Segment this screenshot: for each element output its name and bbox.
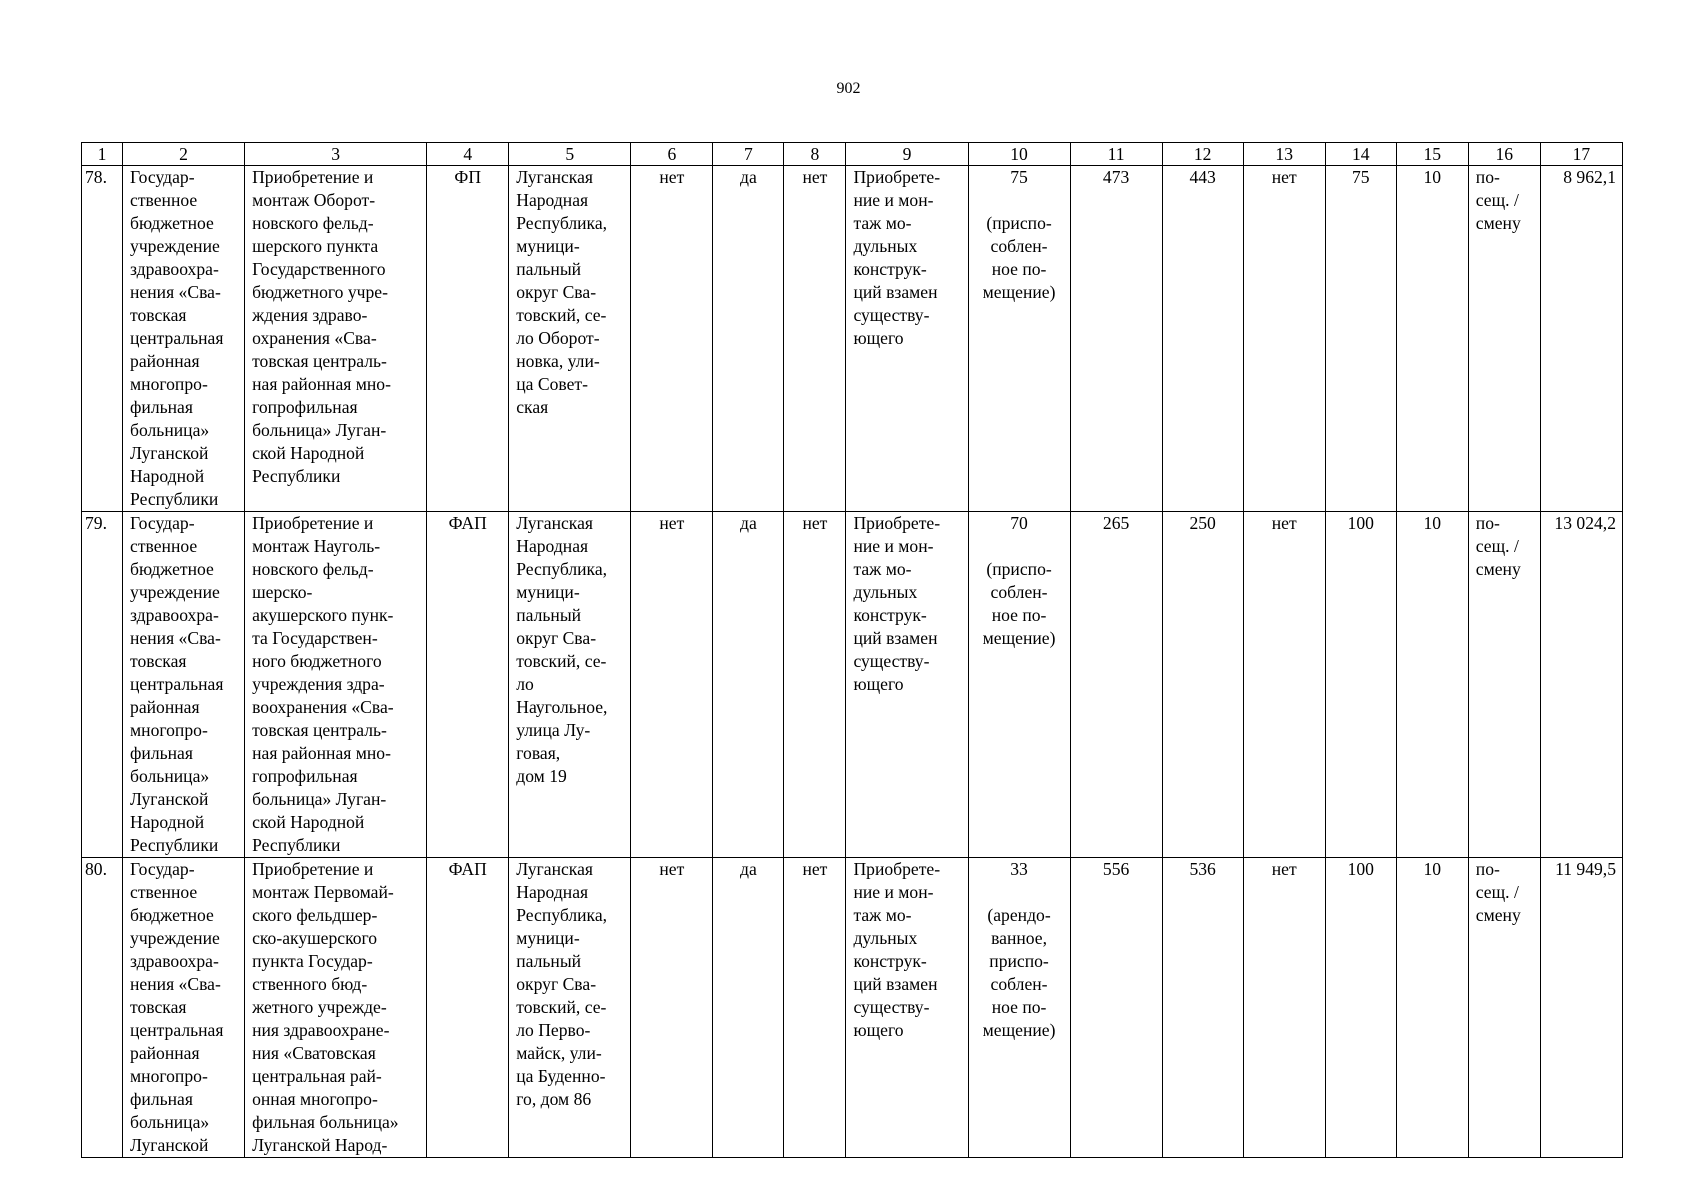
row-number: 79. bbox=[82, 512, 123, 858]
column-header: 10 bbox=[968, 143, 1070, 166]
table-row bbox=[82, 166, 1623, 512]
column-header: 9 bbox=[846, 143, 968, 166]
premises-cell: 70 (приспо- соблен- ное по- мещение) bbox=[968, 512, 1070, 858]
value-cell: 443 bbox=[1162, 166, 1243, 512]
action-cell: Приобрете- ние и мон- таж мо- дульных конструк- ций взамен существу- ющего bbox=[846, 858, 968, 1158]
column-header: 6 bbox=[631, 143, 713, 166]
institution-cell: Государ- ственное бюджетное учреждение здравоохра- нения «Сва- товская центральная районная многопро- фильная больница» Луганской bbox=[123, 858, 245, 1158]
column-header: 3 bbox=[245, 143, 427, 166]
amount-cell: 11 949,5 bbox=[1540, 858, 1622, 1158]
flag-cell: нет bbox=[1243, 166, 1325, 512]
premises-cell: 75 (приспо- соблен- ное по- мещение) bbox=[968, 166, 1070, 512]
value-cell: 265 bbox=[1070, 512, 1162, 858]
column-header: 15 bbox=[1396, 143, 1468, 166]
address-cell: Луганская Народная Республика, муници- пальный округ Сва- товский, се- ло Оборот- новка, ули- ца Совет- ская bbox=[509, 166, 631, 512]
column-header: 8 bbox=[784, 143, 846, 166]
column-header: 16 bbox=[1468, 143, 1540, 166]
premises-cell: 33 (арендо- ванное, приспо- соблен- ное по- мещение) bbox=[968, 858, 1070, 1158]
description-cell: Приобретение и монтаж Науголь- новского фельд- шерско- акушерского пунк- та Государствен- ного бюджетного учреждения здра- воохранения «Сва- товская централь- ная районная мно- гопрофильная больница» Луган- ской Народной Республики bbox=[245, 512, 427, 858]
unit-cell: по- сещ. / смену bbox=[1468, 512, 1540, 858]
data-table bbox=[81, 142, 1623, 1158]
address-cell: Луганская Народная Республика, муници- пальный округ Сва- товский, се- ло Наугольное, улица Лу- говая, дом 19 bbox=[509, 512, 631, 858]
row-number: 78. bbox=[82, 166, 123, 512]
column-header: 14 bbox=[1325, 143, 1396, 166]
table-header-row bbox=[82, 143, 1623, 166]
type-cell: ФП bbox=[427, 166, 509, 512]
value-cell: 250 bbox=[1162, 512, 1243, 858]
column-header: 11 bbox=[1070, 143, 1162, 166]
value-cell: 100 bbox=[1325, 858, 1396, 1158]
value-cell: 556 bbox=[1070, 858, 1162, 1158]
description-cell: Приобретение и монтаж Оборот- новского фельд- шерского пункта Государственного бюджетного учре- ждения здраво- охранения «Сва- товская централь- ная районная мно- гопрофильная больница» Луган- ской Народной Республики bbox=[245, 166, 427, 512]
address-cell: Луганская Народная Республика, муници- пальный округ Сва- товский, се- ло Перво- майск, ули- ца Буденно- го, дом 86 bbox=[509, 858, 631, 1158]
table-row bbox=[82, 858, 1623, 1158]
flag-cell: нет bbox=[1243, 512, 1325, 858]
flag-cell: нет bbox=[784, 512, 846, 858]
value-cell: 100 bbox=[1325, 512, 1396, 858]
amount-cell: 8 962,1 bbox=[1540, 166, 1622, 512]
flag-cell: да bbox=[713, 858, 784, 1158]
flag-cell: да bbox=[713, 166, 784, 512]
action-cell: Приобрете- ние и мон- таж мо- дульных конструк- ций взамен существу- ющего bbox=[846, 166, 968, 512]
type-cell: ФАП bbox=[427, 858, 509, 1158]
column-header: 2 bbox=[123, 143, 245, 166]
value-cell: 536 bbox=[1162, 858, 1243, 1158]
column-header: 4 bbox=[427, 143, 509, 166]
row-number: 80. bbox=[82, 858, 123, 1158]
unit-cell: по- сещ. / смену bbox=[1468, 858, 1540, 1158]
amount-cell: 13 024,2 bbox=[1540, 512, 1622, 858]
action-cell: Приобрете- ние и мон- таж мо- дульных конструк- ций взамен существу- ющего bbox=[846, 512, 968, 858]
description-cell: Приобретение и монтаж Первомай- ского фельдшер- ско-акушерского пункта Государ- ственного бюд- жетного учрежде- ния здравоохране- ния «Сватовская центральная рай- онная многопро- фильная больница» Луганской Народ- bbox=[245, 858, 427, 1158]
flag-cell: нет bbox=[784, 858, 846, 1158]
value-cell: 10 bbox=[1396, 166, 1468, 512]
unit-cell: по- сещ. / смену bbox=[1468, 166, 1540, 512]
column-header: 1 bbox=[82, 143, 123, 166]
value-cell: 10 bbox=[1396, 512, 1468, 858]
flag-cell: нет bbox=[1243, 858, 1325, 1158]
table-row bbox=[82, 512, 1623, 858]
flag-cell: нет bbox=[631, 166, 713, 512]
flag-cell: нет bbox=[784, 166, 846, 512]
value-cell: 473 bbox=[1070, 166, 1162, 512]
flag-cell: нет bbox=[631, 512, 713, 858]
column-header: 13 bbox=[1243, 143, 1325, 166]
flag-cell: нет bbox=[631, 858, 713, 1158]
column-header: 12 bbox=[1162, 143, 1243, 166]
value-cell: 10 bbox=[1396, 858, 1468, 1158]
column-header: 7 bbox=[713, 143, 784, 166]
institution-cell: Государ- ственное бюджетное учреждение здравоохра- нения «Сва- товская центральная районная многопро- фильная больница» Луганской Народной Республики bbox=[123, 512, 245, 858]
institution-cell: Государ- ственное бюджетное учреждение здравоохра- нения «Сва- товская центральная районная многопро- фильная больница» Луганской Народной Республики bbox=[123, 166, 245, 512]
column-header: 17 bbox=[1540, 143, 1622, 166]
type-cell: ФАП bbox=[427, 512, 509, 858]
flag-cell: да bbox=[713, 512, 784, 858]
value-cell: 75 bbox=[1325, 166, 1396, 512]
column-header: 5 bbox=[509, 143, 631, 166]
page-number: 902 bbox=[836, 80, 861, 97]
